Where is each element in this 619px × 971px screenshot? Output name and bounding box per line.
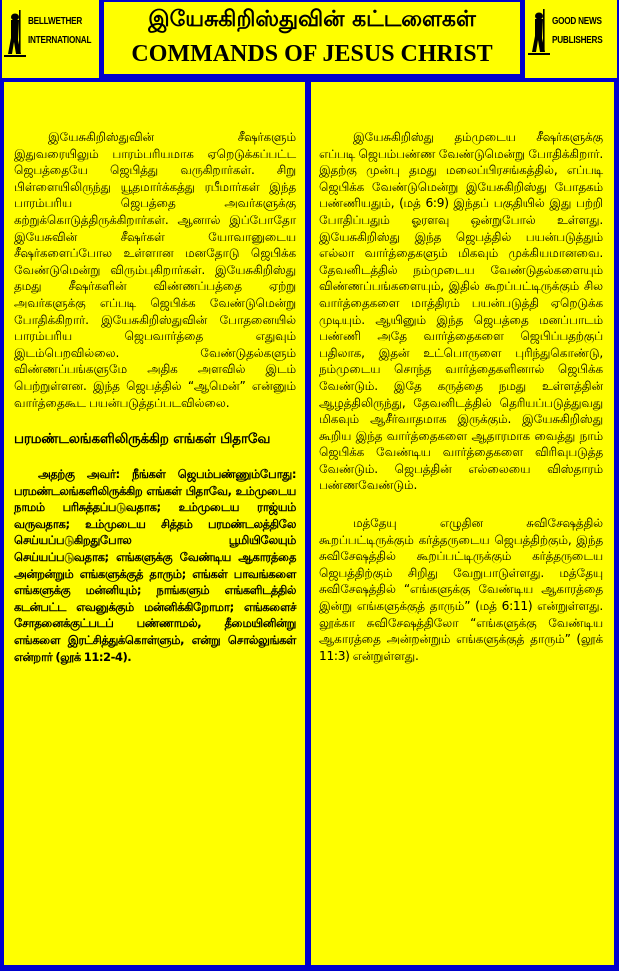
title-english: COMMANDS OF JESUS CHRIST <box>131 41 493 67</box>
bellwether-logo-text <box>28 12 91 50</box>
paragraph-gap <box>319 494 603 515</box>
logo-right-line-2: PUBLISHERS <box>552 34 603 46</box>
good-news-logo <box>525 0 617 78</box>
logo-left-line-1: BELLWETHER <box>28 15 83 27</box>
title-tamil: இயேசுகிறிஸ்துவின் கட்டளைகள் <box>148 7 476 32</box>
logo-left-line-2: INTERNATIONAL <box>28 34 92 46</box>
right-column-content <box>319 129 603 664</box>
prayer-text: அதற்கு அவர்: நீங்கள் ஜெபம்பண்ணும்போது: பரமண்டலங்களிலிருக்கிற எங்கள் பிதாவே, உம்முடைய நாமம் பரிசுத்தப்படுவதாக; உம்முடைய ராஜ்யம் வருவதாக; உம்முடைய சித்தம் பரமண்டலத்திலே செய்யப்படுகிறதுபோல பூமியிலேயும் செய்யப்படுவதாக; எங்களுக்கு வேண்டிய ஆகாரத்தை அன்றன்றும் எங்களுக்குத் தாரும்; எங்கள் பாவங்களை எங்களுக்கு மன்னியும்; நாங்களும் எங்களிடத்தில் கடன்பட்ட எவனுக்கும் மன்னிக்கிறோமா; எங்களைச் சோதனைக்குட்படப் பண்ணாமல், தீமையினின்று எங்களை இரட்சித்துக்கொள்ளும், என்று சொல்லுங்கள் என்றார் (லூக் 11:2-4). <box>14 467 296 664</box>
logo-right-line-1: GOOD NEWS <box>552 15 602 27</box>
left-column <box>4 82 305 965</box>
page-header <box>0 0 619 78</box>
right-paragraph-1: இயேசுகிறிஸ்து தம்முடைய சீஷர்களுக்கு எப்படி ஜெபம்பண்ண வேண்டுமென்று போதிக்கிறார். இதற்கு முன்பு தமது மலைப்பிரசங்கத்தில், எப்படி ஜெபிக்க வேண்டுமென்று இயேசுகிறிஸ்து போதகம் பண்ணியதும், (மத் 6:9) இந்தப் பகுதியில் இது பற்றி போதிப்பதும் ஓரளவு ஒன்றுபோல் உள்ளது. இயேசுகிறிஸ்து இந்த ஜெபத்தில் பயன்படுத்தும் எல்லா வார்த்தைகளும் மிகவும் முக்கியமானவை. தேவனிடத்தில் நம்முடைய வேண்டுதல்களையும் விண்ணப்பங்களையும், இதில் கூறப்பட்டிருக்கும் சில வார்த்தைகளை மாத்திரம் பயன்படுத்தி ஏறெடுக்க முடியும். ஆயினும் இந்த ஜெபத்தை மனப்பாடம் பண்ணி அதே வார்த்தைகளை ஜெபிப்பதற்குப் பதிலாக, இதன் உட்பொருளை புரிந்துகொண்டு, நம்முடைய சொந்த வார்த்தைகளினால் ஜெபிக்க வேண்டும். இதே கருத்தை நமது உள்ளத்தின் ஆழத்திலிருந்து, தேவனிடத்தில் தெரியப்படுத்துவது மிகவும் ஆசீர்வாதமாக இருக்கும். இயேசுகிறிஸ்து கூறிய இந்த வார்த்தைகளை ஆதாரமாக வைத்து நாம் ஜெபிக்க வேண்டிய வார்த்தைகளை விரிவுபடுத்த வேண்டும். ஜெபத்தின் எல்லையை விஸ்தாரம் பண்ணவேண்டும். <box>319 130 603 493</box>
title-box <box>104 2 520 74</box>
left-column-content <box>14 129 296 665</box>
bellwether-logo <box>2 0 99 78</box>
good-news-logo-text <box>552 12 602 50</box>
right-column <box>311 82 614 965</box>
right-paragraph-2: மத்தேயு எழுதின சுவிசேஷத்தில் கூறப்பட்டிருக்கும் கர்த்தருடைய ஜெபத்திற்கும், இந்த சுவிசேஷத்தில் கூறப்பட்டிருக்கும் கர்த்தருடைய ஜெபத்திற்கும் சிறிது வேறுபாடுள்ளது. மத்தேயு சுவிசேஷத்தில் “எங்களுக்கு வேண்டிய ஆகாரத்தை இன்று எங்களுக்குத் தாரும்” (மத் 6:11) என்றுள்ளது. லூக்கா சுவிசேஷத்திலோ “எங்களுக்கு வேண்டிய ஆகாரத்தை அன்றன்றும் எங்களுக்குத் தாரும்” (லூக் 11:3) என்றுள்ளது. <box>319 516 603 663</box>
section-heading: பரமண்டலங்களிலிருக்கிற எங்கள் பிதாவே <box>14 431 271 448</box>
intro-paragraph: இயேசுகிறிஸ்துவின் சீஷர்களும் இதுவரையிலும் பாரம்பரியமாக ஏறெடுக்கப்பட்ட ஜெபத்தையே ஜெபித்து வருகிறார்கள். சிறு பிள்ளையிலிருந்து யூதமார்க்கத்து ரபீமார்கள் இந்த பாரம்பரிய ஜெபத்தை அவர்களுக்கு கற்றுக்கொடுத்திருக்கிறார்கள். ஆனால் இப்போதோ இயேசுவின் சீஷர்கள் யோவானுடைய சீஷர்களைப்போல உள்ளான மனதோடு ஜெபிக்க வேண்டுமென்று விரும்புகிறார்கள். இயேசுகிறிஸ்து தமது சீஷர்களின் விண்ணப்பத்தை ஏற்று அவர்களுக்கு எப்படி ஜெபிக்க வேண்டுமென்று போதிக்கிறார். இயேசுகிறிஸ்துவின் போதனையில் பாரம்பரிய ஜெபவார்த்தை எதுவும் இடம்பெறவில்லை. வேண்டுதல்களும் விண்ணப்பங்களுமே அதிக அளவில் இடம் பெற்றுள்ளன. இந்த ஜெபத்தில் “ஆமென்” என்னும் வார்த்தைகூட பயன்படுத்தப்படவில்லை. <box>14 130 296 410</box>
